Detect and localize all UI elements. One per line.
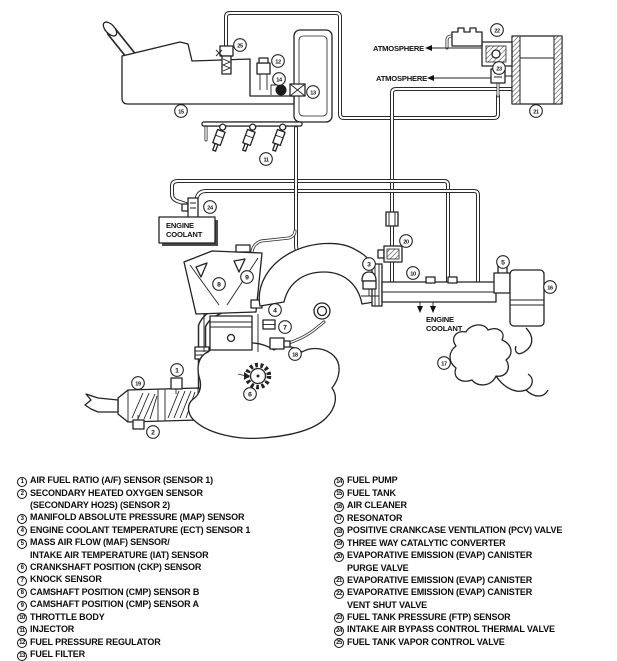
air-cleaner: [510, 270, 544, 326]
legend-item-23: [334, 611, 616, 624]
legend-callout-number: 10: [17, 613, 27, 623]
legend-text: AIR CLEANER: [347, 500, 407, 510]
callout-6: [244, 388, 257, 401]
callout-10: [407, 267, 420, 280]
callout-2: [147, 426, 160, 439]
callout-11: [260, 153, 273, 166]
injector: [240, 123, 257, 152]
evap-canister-purge-valve: [378, 246, 402, 262]
svg-text:8: 8: [217, 281, 221, 289]
legend-callout-number: 17: [334, 514, 344, 524]
callout-18: [289, 348, 302, 361]
injector: [270, 123, 287, 152]
legend-text-continuation: PURGE VALVE: [347, 562, 409, 573]
atmosphere-arrows: [425, 45, 491, 81]
callout-5: [497, 256, 510, 269]
legend-callout-number: 15: [334, 489, 344, 499]
callout-3: [363, 258, 376, 271]
legend-text-continuation: VENT SHUT VALVE: [347, 599, 427, 610]
callout-4: [269, 304, 282, 317]
tailpipe: [85, 394, 118, 412]
svg-text:16: 16: [547, 285, 553, 292]
legend-item-24: [334, 623, 616, 636]
intake-port: [314, 303, 330, 319]
legend-item-14: [334, 474, 616, 487]
legend-item-18: [334, 524, 616, 537]
legend-text: THREE WAY CATALYTIC CONVERTER: [347, 537, 506, 548]
legend-text: CAMSHAFT POSITION (CMP) SENSOR B: [30, 586, 200, 597]
fuel-pump: [271, 85, 287, 96]
legend-callout-number: 8: [17, 588, 27, 598]
intake-manifold: [259, 243, 374, 306]
svg-text:17: 17: [441, 361, 447, 368]
crankcase: [189, 343, 340, 438]
legend-item-22: [334, 586, 616, 599]
piston: [210, 316, 252, 350]
svg-text:14: 14: [276, 77, 282, 84]
legend-text: EVAPORATIVE EMISSION (EVAP) CANISTER: [347, 574, 533, 585]
legend-callout-number: 1: [17, 477, 27, 487]
svg-text:6: 6: [248, 391, 252, 399]
legend-callout-number: 19: [334, 539, 344, 549]
svg-text:13: 13: [310, 90, 316, 97]
legend-item-5: [17, 536, 327, 549]
callout-7: [279, 321, 292, 334]
legend-item-3: [17, 511, 327, 524]
legend-column-right: [334, 474, 616, 648]
callout-13: [307, 86, 320, 99]
legend-item-1: [17, 474, 327, 487]
legend-callout-number: 4: [17, 526, 27, 536]
svg-text:12: 12: [275, 59, 281, 66]
legend-text: FUEL PUMP: [347, 475, 398, 485]
legend-item-20: [334, 549, 616, 562]
svg-text:9: 9: [245, 274, 249, 282]
legend-item-15: [334, 487, 616, 500]
legend-item-12: [17, 636, 327, 649]
callout-19: [132, 377, 145, 390]
svg-text:2: 2: [151, 429, 155, 437]
legend-text: INJECTOR: [30, 624, 75, 634]
legend-callout-number: 13: [17, 651, 27, 661]
svg-text:18: 18: [292, 352, 298, 359]
svg-text:5: 5: [501, 259, 505, 267]
svg-text:7: 7: [283, 324, 287, 332]
legend-callout-number: 21: [334, 576, 344, 586]
svg-text:21: 21: [533, 109, 539, 116]
legend-item-21: [334, 574, 616, 587]
legend-item-10: [17, 611, 327, 624]
callout-12: [272, 55, 285, 68]
legend-text: FUEL FILTER: [30, 649, 86, 659]
engine-coolant-label-2: ENGINE COOLANT: [426, 315, 463, 333]
legend-column-left: [17, 474, 327, 661]
fuel-pressure-regulator: [257, 58, 270, 90]
legend-item-17: [334, 512, 616, 525]
legend-text: THROTTLE BODY: [30, 611, 105, 622]
callout-20: [400, 235, 413, 248]
legend-text: EVAPORATIVE EMISSION (EVAP) CANISTER: [347, 587, 533, 597]
legend-item-25: [334, 636, 616, 649]
legend-text: FUEL TANK: [347, 487, 396, 498]
legend-callout-number: 7: [17, 576, 27, 586]
legend-item-8: [17, 586, 327, 599]
legend-callout-number: 6: [17, 563, 27, 573]
svg-text:11: 11: [263, 157, 269, 164]
piston-pin: [228, 335, 235, 342]
legend-text: FUEL PRESSURE REGULATOR: [30, 636, 161, 647]
legend-item-16: [334, 499, 616, 512]
legend-callout-number: 14: [334, 477, 344, 487]
svg-text:1: 1: [175, 367, 179, 375]
legend-callout-number: 16: [334, 502, 344, 512]
legend-callout-number: 22: [334, 589, 344, 599]
down-arrow-icon: [417, 306, 423, 313]
legend-text: ENGINE COOLANT TEMPERATURE (ECT) SENSOR 1: [30, 524, 251, 535]
secondary-ho2s-sensor: [133, 420, 144, 429]
resonator: [450, 325, 511, 385]
svg-text:23: 23: [496, 66, 502, 73]
legend-text: POSITIVE CRANKCASE VENTILATION (PCV) VALVE: [347, 525, 563, 535]
legend-text: EVAPORATIVE EMISSION (EVAP) CANISTER: [347, 550, 533, 560]
legend-text: CRANKSHAFT POSITION (CKP) SENSOR: [30, 561, 202, 572]
atmosphere-label-2: ATMOSPHERE: [375, 74, 427, 83]
legend-text: FUEL TANK VAPOR CONTROL VALVE: [347, 636, 505, 647]
callout-21: [530, 105, 543, 118]
callout-9: [241, 271, 254, 284]
legend-item-4: [17, 524, 327, 537]
callout-14: [273, 73, 286, 86]
legend-item-13: [17, 648, 327, 661]
svg-text:25: 25: [237, 43, 243, 50]
down-arrow-icon: [430, 306, 436, 313]
legend-text: KNOCK SENSOR: [30, 574, 102, 584]
evap-canister-assembly: [452, 28, 562, 104]
injector: [210, 123, 227, 152]
svg-text:22: 22: [494, 28, 500, 35]
legend-text: INTAKE AIR BYPASS CONTROL THERMAL VALVE: [347, 624, 555, 634]
callout-17: [438, 357, 451, 370]
fuel-tank: [101, 20, 332, 122]
callout-1: [171, 364, 184, 377]
legend-item-2: [17, 487, 327, 500]
legend-text: RESONATOR: [347, 512, 403, 523]
atmosphere-label-1: ATMOSPHERE: [372, 44, 424, 53]
svg-text:20: 20: [403, 239, 409, 246]
callout-24: [204, 201, 217, 214]
legend-text: MASS AIR FLOW (MAF) SENSOR/: [30, 537, 170, 547]
legend-item-19: [334, 537, 616, 550]
callout-8: [213, 278, 226, 291]
hose-coupler: [386, 212, 398, 226]
svg-text:4: 4: [273, 307, 277, 315]
legend-item-11: [17, 623, 327, 636]
legend-callout-number: 12: [17, 638, 27, 648]
legend-callout-number: 18: [334, 527, 344, 537]
fuel-filter: [290, 84, 305, 96]
legend-text: FUEL TANK PRESSURE (FTP) SENSOR: [347, 611, 511, 622]
legend-callout-number: 24: [334, 626, 344, 636]
legend-text: AIR FUEL RATIO (A/F) SENSOR (SENSOR 1): [30, 475, 213, 485]
legend-callout-number: 9: [17, 601, 27, 611]
callout-16: [544, 281, 557, 294]
atmosphere-arrow-icon-1: [425, 45, 432, 51]
legend-text: CAMSHAFT POSITION (CMP) SENSOR A: [30, 599, 199, 609]
legend-callout-number: 11: [17, 626, 27, 636]
legend-callout-number: 2: [17, 489, 27, 499]
legend-callout-number: 23: [334, 613, 344, 623]
callout-23: [493, 62, 506, 75]
svg-text:3: 3: [367, 261, 371, 269]
legend-item-6: [17, 561, 327, 574]
legend-callout-number: 25: [334, 638, 344, 648]
legend-callout-number: 20: [334, 552, 344, 562]
legend-item-9: [17, 598, 327, 611]
legend-callout-number: 5: [17, 539, 27, 549]
fuel-tank-right-section: [294, 30, 332, 122]
svg-text:24: 24: [207, 205, 213, 212]
legend-item-7: [17, 573, 327, 586]
atmosphere-arrow-icon-2: [427, 75, 434, 81]
svg-text:19: 19: [135, 381, 141, 388]
legend-text-continuation: (SECONDARY HO2S) (SENSOR 2): [30, 500, 170, 510]
legend-callout-number: 3: [17, 514, 27, 524]
svg-text:15: 15: [178, 109, 184, 116]
legend-text-continuation: INTAKE AIR TEMPERATURE (IAT) SENSOR: [30, 549, 209, 560]
legend-text: MANIFOLD ABSOLUTE PRESSURE (MAP) SENSOR: [30, 512, 245, 522]
svg-text:10: 10: [410, 271, 416, 278]
vent-air-filter: [452, 28, 482, 46]
engine-coolant-box-label: ENGINE COOLANT: [166, 221, 203, 239]
pcv-valve: [270, 338, 290, 349]
callout-15: [175, 105, 188, 118]
callout-25: [234, 39, 247, 52]
af-sensor: [171, 378, 182, 389]
callout-22: [491, 24, 504, 37]
legend-text: SECONDARY HEATED OXYGEN SENSOR: [30, 487, 203, 498]
